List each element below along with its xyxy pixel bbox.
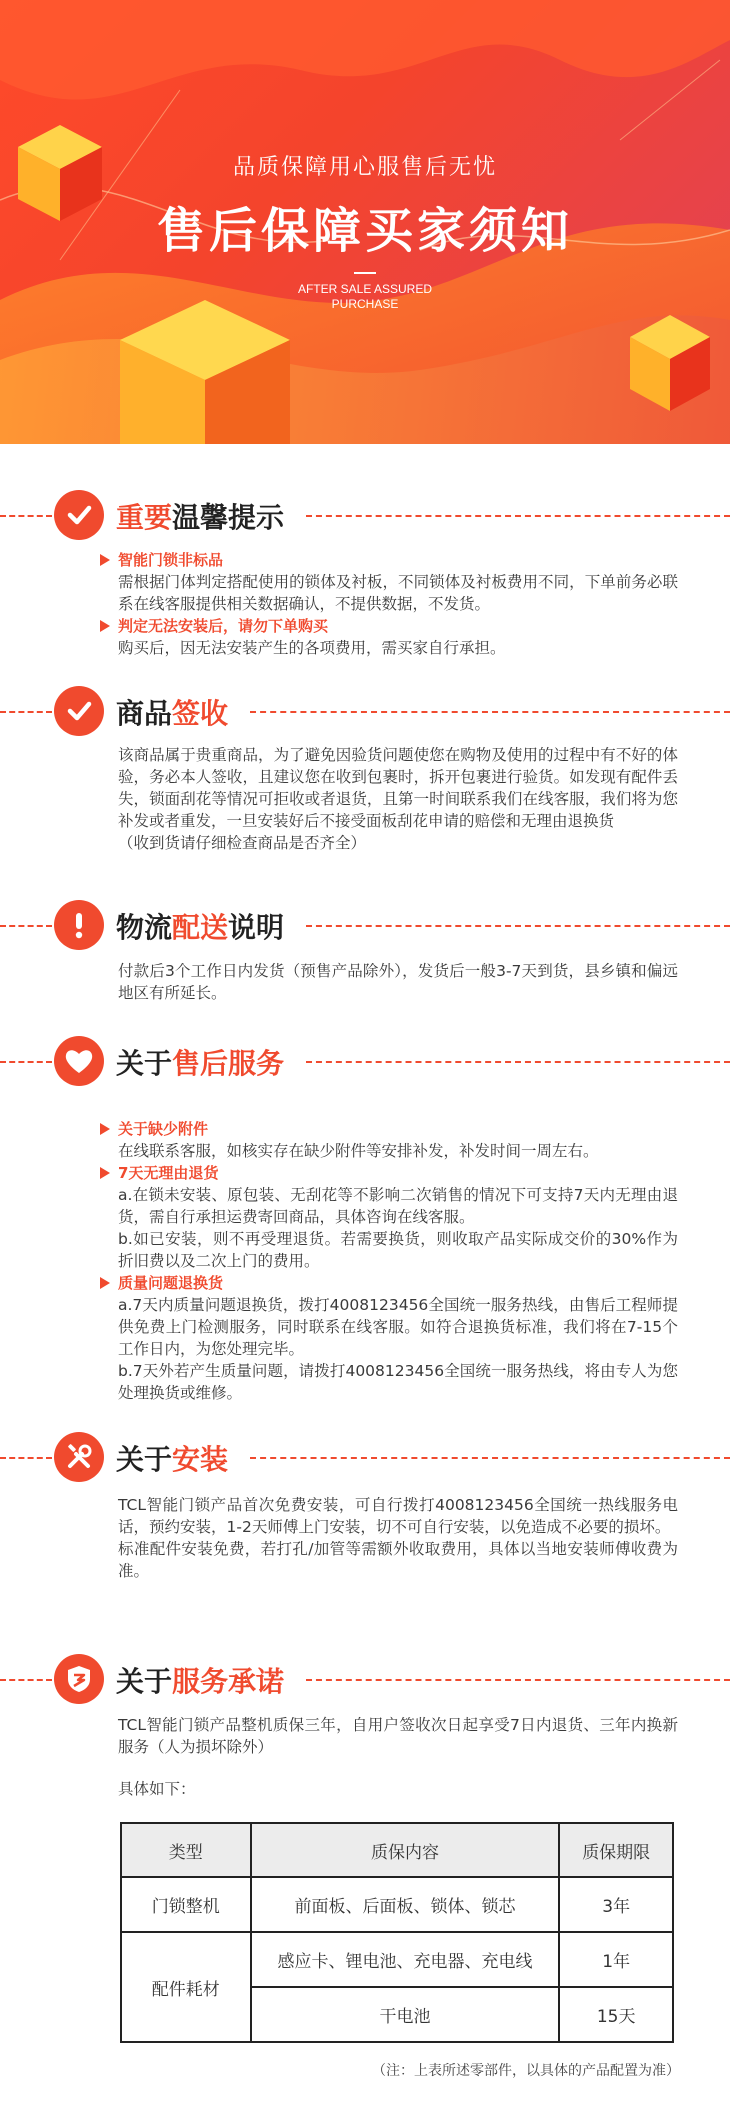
install-content bbox=[118, 1494, 678, 1582]
table-header-cell: 质保期限 bbox=[559, 1823, 673, 1877]
table-header-cell: 类型 bbox=[121, 1823, 251, 1877]
aftersale-item-title: 质量问题退换货 bbox=[118, 1272, 678, 1294]
section-header-promise bbox=[0, 1654, 730, 1706]
table-footnote: （注：上表所述零部件，以具体的产品配置为准） bbox=[372, 2063, 680, 2079]
aftersale-item-text: b.如已安装，则不再受理退货。若需要换货，则收取产品实际成交价的30%作为折旧费以及二次上门的费用。 bbox=[118, 1230, 678, 1270]
aftersale-content bbox=[118, 1118, 678, 1404]
banner-subtitle-line1: AFTER SALE ASSURED bbox=[297, 282, 433, 296]
table-header-cell: 质保内容 bbox=[251, 1823, 560, 1877]
check-icon bbox=[54, 490, 104, 540]
aftersale-item-text: a.在锁未安装、原包装、无刮花等不影响二次销售的情况下可支持7天内无理由退货，需自行承担运费寄回商品，具体咨询在线客服。 bbox=[118, 1186, 678, 1226]
sign-content bbox=[118, 744, 678, 854]
section-header-sign bbox=[0, 686, 730, 738]
section-title-promise: 关于服务承诺 bbox=[116, 1665, 285, 1698]
sign-text: 该商品属于贵重商品，为了避免因验货问题使您在购物及使用的过程中有不好的体验，务必本人签收，且建议您在收到包裹时，拆开包裹进行验货。如发现有配件丢失，锁面刮花等情况可拒收或者退货，且第一时间联系我们在线客服，我们将为您补发或者重发，一旦安装好后不接受面板刮花申请的赔偿和无理由退换货 bbox=[118, 746, 678, 830]
table-cell-period: 3年 bbox=[559, 1877, 673, 1932]
aftersale-item-title: 关于缺少附件 bbox=[118, 1118, 678, 1140]
banner-tagline: 品质保障用心服售后无忧 bbox=[232, 155, 497, 180]
banner-title: 售后保障买家须知 bbox=[156, 203, 573, 259]
aftersale-item-text: b.7天外若产生质量问题，请拨打4008123456全国统一服务热线，将由专人为您处理换货或维修。 bbox=[118, 1362, 678, 1402]
banner-divider bbox=[354, 272, 376, 274]
section-title-logistics: 物流配送说明 bbox=[116, 911, 285, 944]
banner bbox=[0, 0, 730, 444]
table-header-row bbox=[121, 1823, 673, 1877]
tools-icon bbox=[54, 1432, 104, 1482]
exclamation-icon bbox=[54, 900, 104, 950]
shield-icon bbox=[54, 1654, 104, 1704]
logistics-text: 付款后3个工作日内发货（预售产品除外），发货后一般3-7天到货，县乡镇和偏远地区有所延长。 bbox=[118, 962, 678, 1002]
aftersale-item-title: 7天无理由退货 bbox=[118, 1162, 678, 1184]
section-header-aftersale bbox=[0, 1036, 730, 1088]
install-text: TCL智能门锁产品首次免费安装，可自行拨打4008123456全国统一热线服务电话，预约安装，1-2天师傅上门安装，切不可自行安装，以免造成不必要的损坏。 bbox=[118, 1496, 678, 1536]
section-title-sign: 商品签收 bbox=[116, 697, 229, 730]
tip-title: 智能门锁非标品 bbox=[118, 549, 678, 571]
table-row bbox=[121, 1877, 673, 1932]
promise-text: TCL智能门锁产品整机质保三年，自用户签收次日起享受7日内退货、三年内换新服务（人为损坏除外） bbox=[118, 1716, 678, 1756]
check-icon bbox=[54, 686, 104, 736]
warranty-table bbox=[120, 1822, 674, 2043]
logistics-content bbox=[118, 960, 678, 1004]
promise-content bbox=[118, 1714, 678, 1800]
table-cell-type: 配件耗材 bbox=[121, 1932, 251, 2042]
table-cell-period: 15天 bbox=[559, 1987, 673, 2042]
tip-text: 购买后，因无法安装产生的各项费用，需买家自行承担。 bbox=[118, 639, 506, 657]
section-title-tips: 重要温馨提示 bbox=[116, 501, 285, 534]
table-cell-content: 感应卡、锂电池、充电器、充电线 bbox=[251, 1932, 560, 1987]
heart-icon bbox=[54, 1036, 104, 1086]
table-cell-content: 前面板、后面板、锁体、锁芯 bbox=[251, 1877, 560, 1932]
section-title-aftersale: 关于售后服务 bbox=[116, 1047, 285, 1080]
table-cell-period: 1年 bbox=[559, 1932, 673, 1987]
promise-detail-label: 具体如下： bbox=[118, 1780, 196, 1798]
section-header-tips bbox=[0, 490, 730, 542]
section-header-install bbox=[0, 1432, 730, 1484]
tips-content bbox=[118, 549, 678, 659]
table-cell-type: 门锁整机 bbox=[121, 1877, 251, 1932]
banner-subtitle-line2: PURCHASE bbox=[331, 297, 399, 311]
cube-decoration-center bbox=[120, 300, 290, 444]
aftersale-item-text: 在线联系客服，如核实存在缺少附件等安排补发，补发时间一周左右。 bbox=[118, 1142, 599, 1160]
table-row bbox=[121, 1932, 673, 1987]
section-title-install: 关于安装 bbox=[116, 1443, 229, 1476]
table-cell-content: 干电池 bbox=[251, 1987, 560, 2042]
section-header-logistics bbox=[0, 900, 730, 952]
sign-note: （收到货请仔细检查商品是否齐全） bbox=[118, 834, 367, 852]
install-text: 标准配件安装免费，若打孔/加管等需额外收取费用，具体以当地安装师傅收费为准。 bbox=[118, 1540, 678, 1580]
tip-text: 需根据门体判定搭配使用的锁体及衬板，不同锁体及衬板费用不同，下单前务必联系在线客服提供相关数据确认，不提供数据，不发货。 bbox=[118, 573, 678, 613]
aftersale-item-text: a.7天内质量问题退换货，拨打4008123456全国统一服务热线，由售后工程师提供免费上门检测服务，同时联系在线客服。如符合退换货标准，我们将在7-15个工作日内，为您处理完毕。 bbox=[118, 1296, 678, 1358]
tip-title: 判定无法安装后，请勿下单购买 bbox=[118, 615, 678, 637]
cube-decoration-right bbox=[630, 315, 710, 411]
banner-subtitle bbox=[0, 282, 730, 312]
